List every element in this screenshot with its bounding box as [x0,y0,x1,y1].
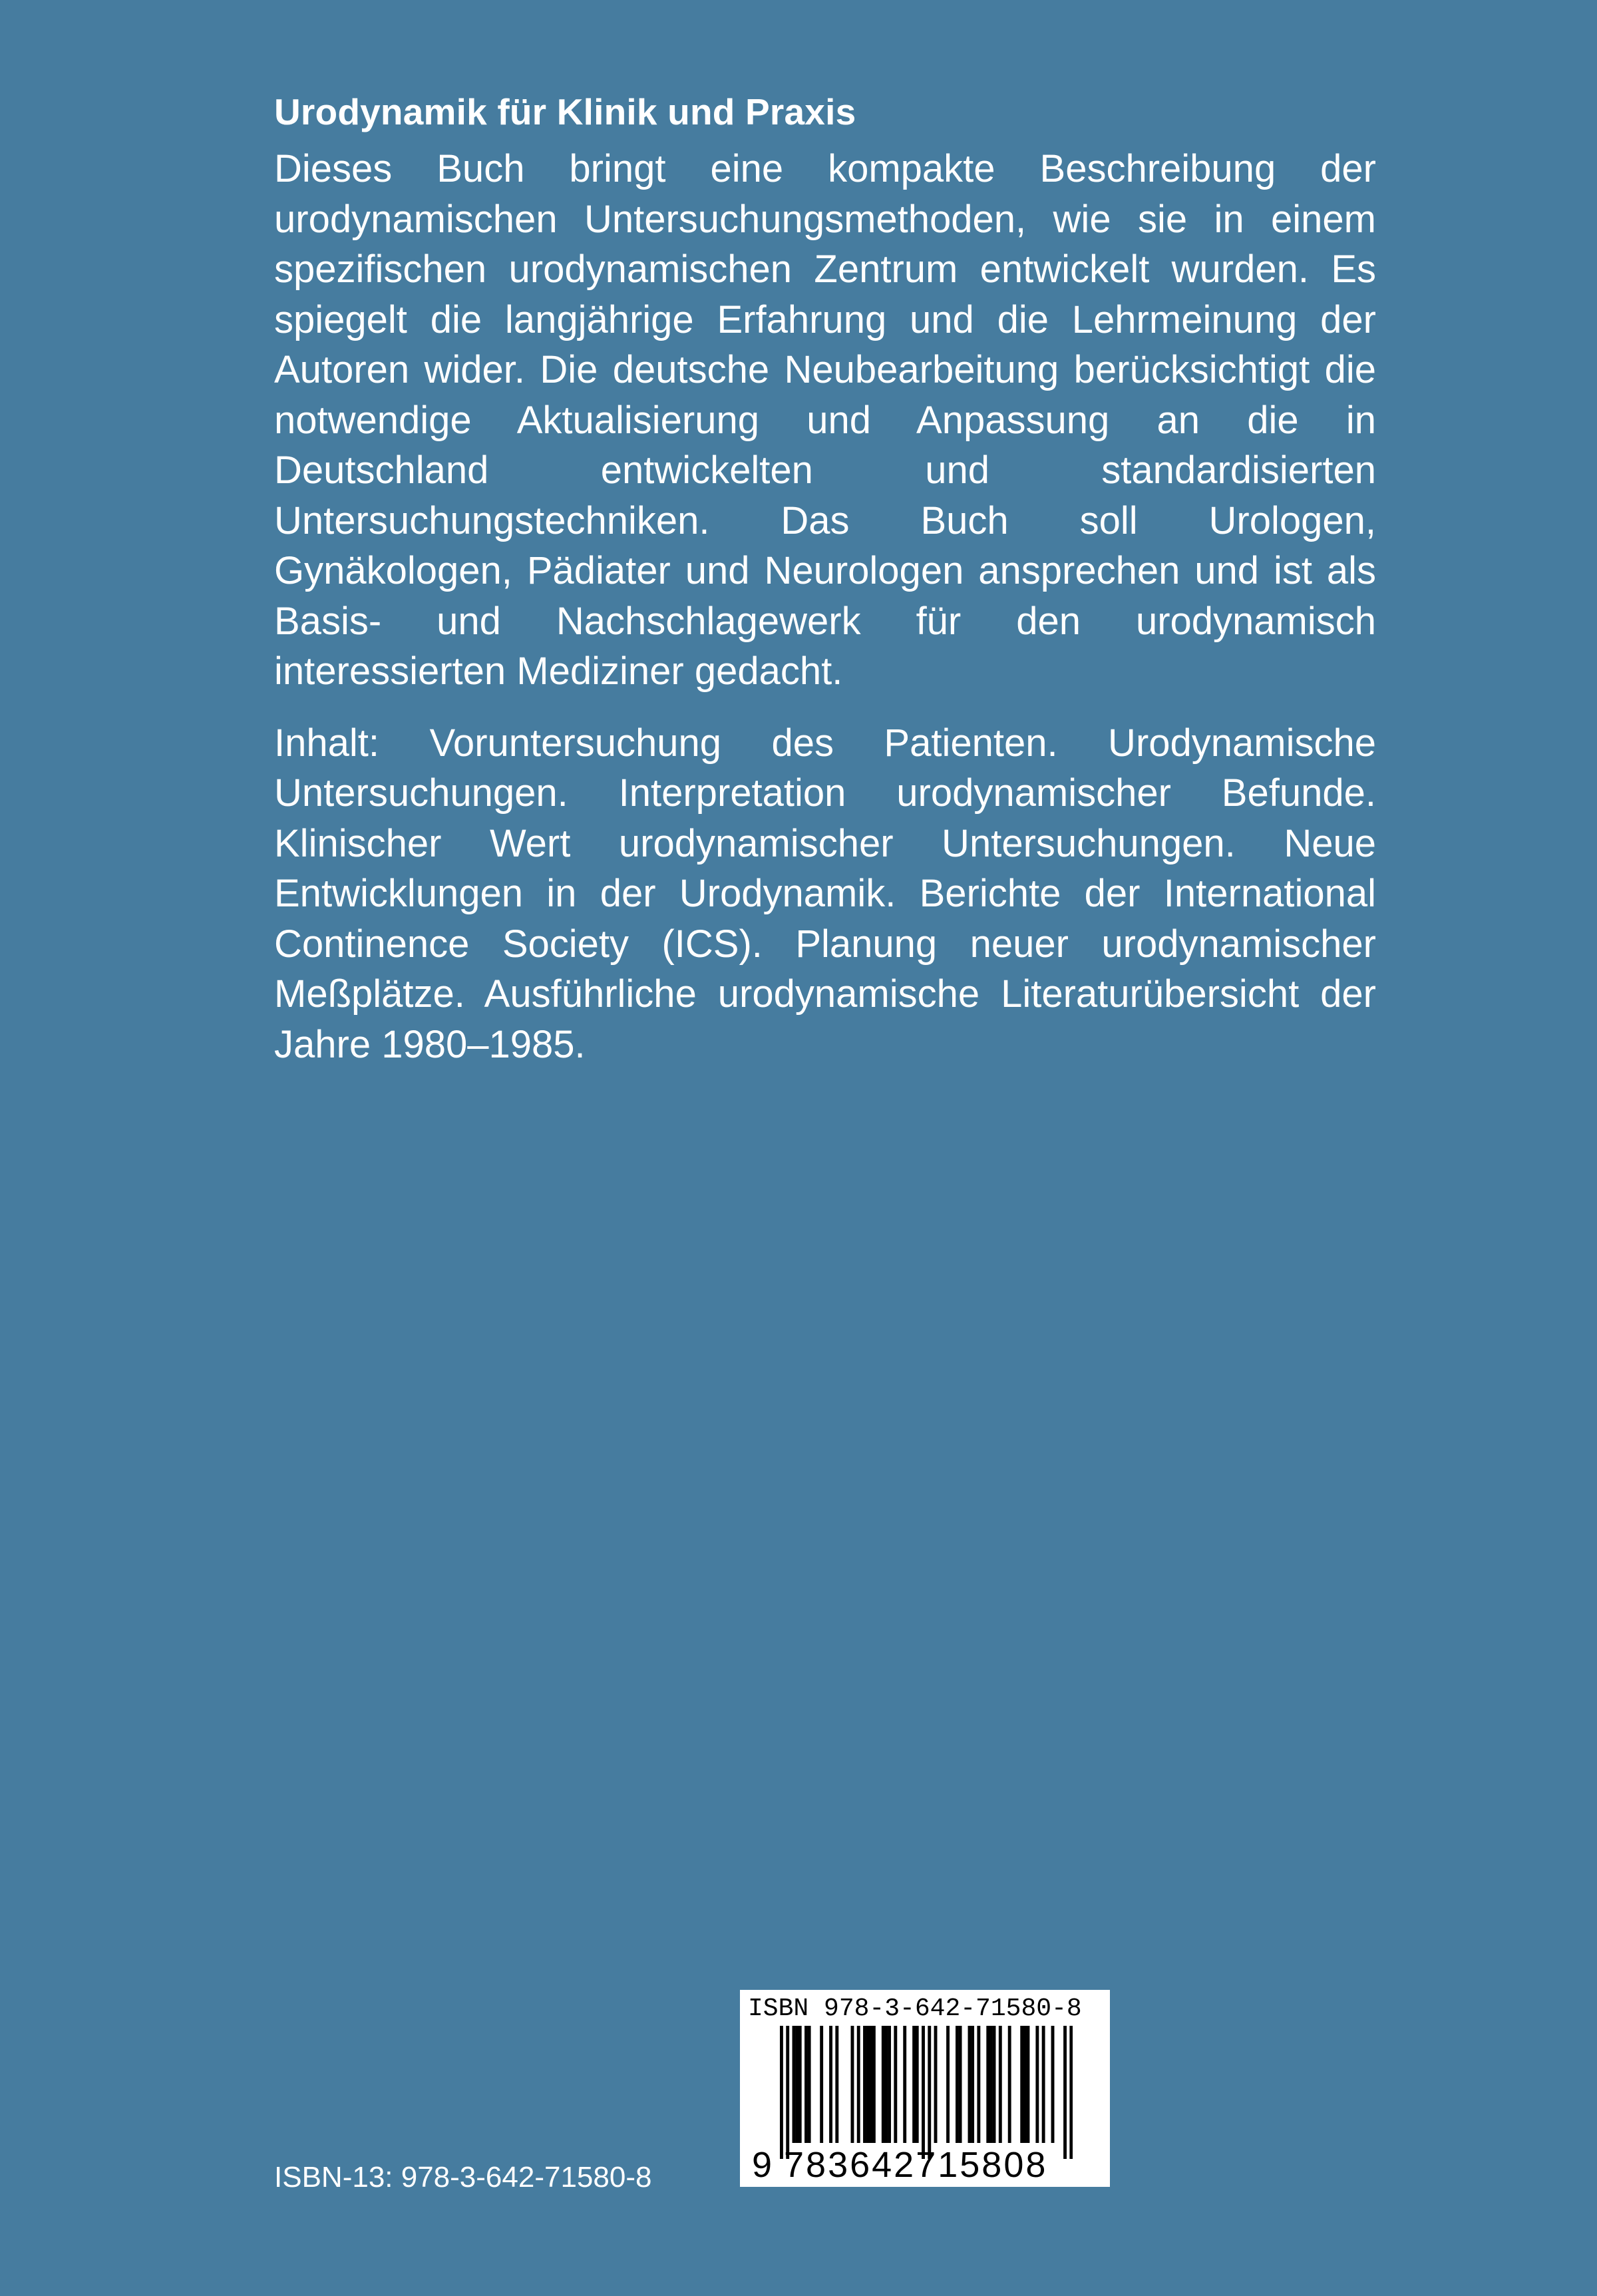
barcode-bar [934,2026,938,2143]
barcode-bar [793,2026,796,2143]
barcode-bar [851,2026,854,2143]
barcode-bar [903,2026,906,2143]
barcode-bar [894,2026,897,2143]
barcode-bar [780,2026,783,2159]
barcode-bar [928,2026,931,2159]
barcode-bar [866,2026,870,2143]
barcode-bar [956,2026,959,2143]
barcode-digits: 783642715808 [784,2145,1048,2185]
barcode-lead-digit: 9 [752,2145,773,2185]
back-cover-text [274,85,1376,1069]
barcode-bar [971,2026,974,2143]
description-paragraph: Dieses Buch bringt eine kompakte Beschreibung der urodynamischen Untersuchungsmethoden, wie sie in einem spezifischen urodynamischen Zentrum entwickelt wurden. Es spiegelt die langjährige Erfahrung und die Lehrmeinung der Autoren wider. Die deutsche Neubearbeitung berücksichtigt die notwendige Aktualisierung und Anpassung an die in Deutschland entwickelten und standardisierten Untersuchungstechniken. Das Buch soll Urologen, Gynäkologen, Pädiater und Neurologen ansprechen und ist als Basis- und Nachschlagewerk für den urodynamisch interessierten Mediziner gedacht. [274,147,1376,693]
barcode-bar [869,2026,872,2143]
barcode-bar [1023,2026,1027,2143]
barcode-bar [912,2026,916,2143]
barcode-bar [863,2026,866,2143]
book-title: Urodynamik für Klinik und Praxis [274,91,856,132]
barcode-bar [986,2026,989,2143]
barcode-bar [1063,2026,1067,2159]
barcode-bar [888,2026,891,2143]
contents-paragraph: Inhalt: Voruntersuchung des Patienten. Urodynamische Untersuchungen. Interpretation urodynamischer Befunde. Klinischer Wert urodynamischer Untersuchungen. Neue Entwicklungen in der Urodynamik. Berichte der International Continence Society (ICS). Planung neuer urodynamischer Meßplätze. Ausführliche urodynamische Literaturübersicht der Jahre 1980–1985. [274,721,1376,1066]
barcode-bar [946,2026,950,2143]
barcode-bar [872,2026,876,2143]
barcode-bar [829,2026,832,2143]
barcode-bar [882,2026,885,2143]
barcode-bar [857,2026,860,2143]
isbn-13-label: ISBN-13: 978-3-642-71580-8 [274,2161,652,2194]
barcode-bar [804,2026,808,2143]
barcode-bar [808,2026,811,2143]
barcode-bar [1069,2026,1073,2159]
barcode-bar [993,2026,996,2143]
barcode-bar [1020,2026,1023,2143]
barcode-bar [999,2026,1002,2143]
barcode-bar [1008,2026,1011,2143]
barcode-bar [977,2026,980,2143]
barcode-bar [835,2026,838,2143]
barcode-bar [1051,2026,1055,2143]
barcode-bar [1027,2026,1030,2143]
barcode-bar [959,2026,962,2143]
barcode-bar [916,2026,919,2143]
barcode-bars [780,2026,1073,2159]
barcode-bar [968,2026,972,2143]
barcode-bar [884,2026,888,2143]
barcode-bar [1042,2026,1045,2143]
barcode-bar [989,2026,993,2143]
barcode-bar [922,2026,925,2159]
barcode-bar [820,2026,823,2143]
barcode-bar [798,2026,802,2143]
barcode-bar [795,2026,798,2143]
barcode-isbn-label: ISBN 978-3-642-71580-8 [748,1995,1082,2023]
barcode-bar [786,2026,789,2159]
barcode-bar [1035,2026,1039,2143]
isbn-barcode [740,1990,1110,2187]
